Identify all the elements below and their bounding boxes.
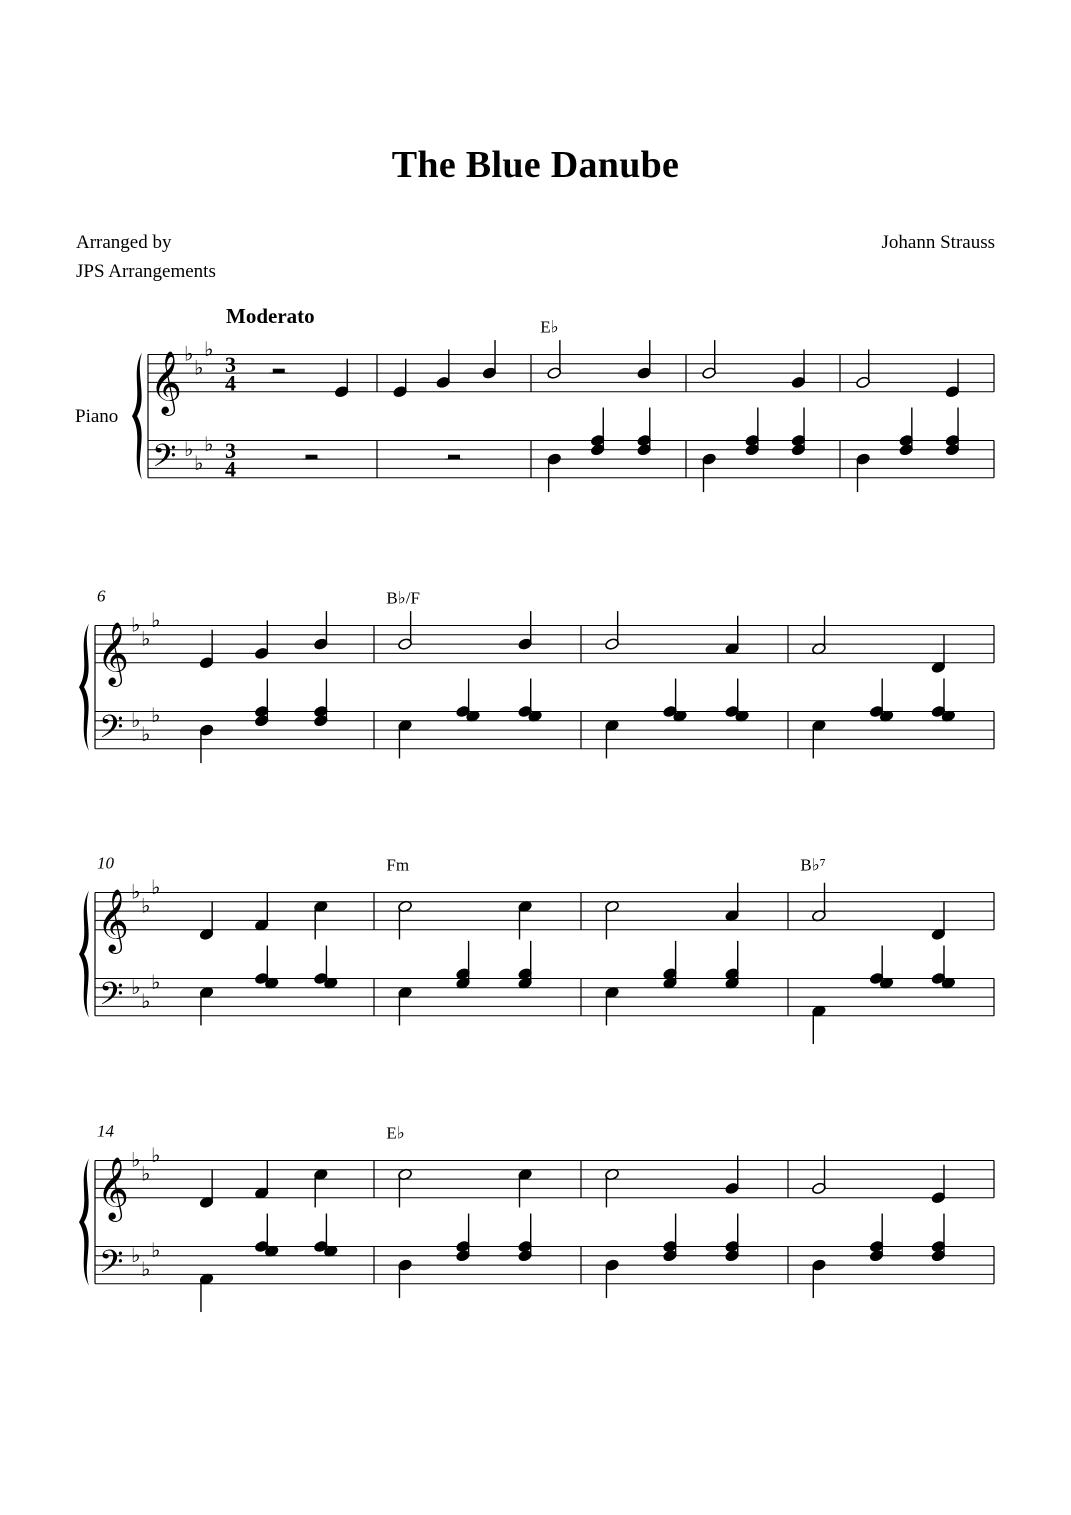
quarter-note <box>313 946 338 990</box>
system-1 <box>132 318 994 493</box>
half-note <box>605 900 620 939</box>
flat-sign-icon: ♭ <box>184 343 194 366</box>
flat-sign-icon: ♭ <box>131 709 141 732</box>
measure-12 <box>605 883 740 1026</box>
half-rest-icon <box>273 369 285 373</box>
half-note <box>398 900 413 939</box>
measure-8 <box>605 611 750 758</box>
quarter-note <box>199 1273 214 1312</box>
bass-clef-icon: 𝄢 <box>99 710 124 753</box>
treble-clef-icon: 𝄞 <box>150 352 182 413</box>
quarter-note <box>254 892 269 931</box>
quarter-note <box>931 634 946 673</box>
measure-15 <box>386 1124 532 1299</box>
quarter-note <box>605 1259 620 1298</box>
quarter-note <box>605 719 620 758</box>
instrument-name: Piano <box>75 406 119 427</box>
quarter-note <box>456 1214 471 1263</box>
quarter-note <box>869 679 894 723</box>
chord-symbol: E♭ <box>386 1123 405 1143</box>
quarter-note <box>605 986 620 1025</box>
quarter-note <box>931 679 956 723</box>
measure-11 <box>386 856 532 1026</box>
quarter-note <box>199 986 214 1025</box>
system-3 <box>79 854 994 1045</box>
half-note <box>605 611 620 650</box>
flat-sign-icon: ♭ <box>141 990 151 1013</box>
quarter-note <box>869 946 894 990</box>
half-rest-icon <box>448 455 460 459</box>
quarter-note <box>725 679 750 723</box>
flat-sign-icon: ♭ <box>141 628 151 651</box>
measure-16 <box>605 1155 740 1298</box>
flat-sign-icon: ♭ <box>141 1163 151 1186</box>
flat-sign-icon: ♭ <box>151 609 161 632</box>
quarter-note <box>254 1214 279 1258</box>
measure-4 <box>702 340 806 492</box>
half-rest-icon <box>306 455 318 459</box>
measure-10 <box>199 892 338 1025</box>
quarter-note <box>725 1155 740 1194</box>
quarter-note <box>313 1168 328 1207</box>
quarter-note <box>313 611 328 650</box>
quarter-note <box>313 679 328 728</box>
brace-icon <box>132 353 142 480</box>
quarter-note <box>931 1165 946 1204</box>
quarter-note <box>791 349 806 388</box>
flat-sign-icon: ♭ <box>204 434 214 457</box>
piece-title: The Blue Danube <box>391 144 680 186</box>
quarter-note <box>393 359 408 398</box>
quarter-note <box>518 1168 533 1207</box>
chord-symbol: B♭/F <box>386 588 420 608</box>
flat-sign-icon: ♭ <box>141 723 151 746</box>
flat-sign-icon: ♭ <box>204 338 214 361</box>
quarter-note <box>811 1259 826 1298</box>
half-note <box>856 349 871 388</box>
quarter-note <box>456 941 471 990</box>
quarter-note <box>254 946 279 990</box>
time-signature-bottom: 4 <box>225 370 236 396</box>
chord-symbol: Fm <box>386 855 410 875</box>
quarter-note <box>869 1214 884 1263</box>
quarter-note <box>702 453 717 492</box>
half-note <box>702 340 717 379</box>
flat-sign-icon: ♭ <box>131 614 141 637</box>
quarter-note <box>663 1214 678 1263</box>
quarter-note <box>931 946 956 990</box>
time-signature-top: 3 <box>225 438 236 464</box>
arranger-line-1: Arranged by <box>76 232 172 253</box>
half-note <box>811 616 826 655</box>
quarter-note <box>791 408 806 457</box>
flat-sign-icon: ♭ <box>151 1144 161 1167</box>
flat-sign-icon: ♭ <box>141 895 151 918</box>
bass-clef-icon: 𝄢 <box>99 1245 124 1288</box>
chord-symbol: B♭⁷ <box>800 855 826 875</box>
quarter-note <box>398 719 413 758</box>
half-note <box>605 1168 620 1207</box>
quarter-note <box>899 408 914 457</box>
quarter-note <box>745 408 760 457</box>
chord-symbol: E♭ <box>540 317 559 337</box>
half-note <box>547 340 562 379</box>
quarter-note <box>931 1214 946 1263</box>
flat-sign-icon: ♭ <box>151 1240 161 1263</box>
treble-clef-icon: 𝄞 <box>97 1158 129 1219</box>
quarter-note <box>945 359 960 398</box>
flat-sign-icon: ♭ <box>151 972 161 995</box>
flat-sign-icon: ♭ <box>151 876 161 899</box>
measure-7 <box>386 589 542 759</box>
quarter-note <box>518 941 533 990</box>
treble-clef-icon: 𝄞 <box>97 623 129 684</box>
flat-sign-icon: ♭ <box>194 452 204 475</box>
flat-sign-icon: ♭ <box>131 881 141 904</box>
quarter-note <box>199 724 214 763</box>
flat-sign-icon: ♭ <box>131 1244 141 1267</box>
time-signature-bottom: 4 <box>225 456 236 482</box>
system-2 <box>79 587 994 764</box>
quarter-note <box>518 1214 533 1263</box>
composer-credit: Johann Strauss <box>881 232 995 253</box>
flat-sign-icon: ♭ <box>131 976 141 999</box>
quarter-note <box>254 1160 269 1199</box>
half-note <box>398 1168 413 1207</box>
measure-9 <box>811 616 955 759</box>
quarter-note <box>725 1214 740 1263</box>
quarter-note <box>398 1259 413 1298</box>
measure-3 <box>540 318 651 493</box>
half-note <box>811 883 826 922</box>
quarter-note <box>334 359 349 398</box>
measure-6 <box>199 611 328 763</box>
measure-1 <box>270 359 349 459</box>
flat-sign-icon: ♭ <box>184 438 194 461</box>
measure-2 <box>393 340 497 459</box>
quarter-note <box>811 719 826 758</box>
quarter-note <box>856 453 871 492</box>
quarter-note <box>518 611 533 650</box>
quarter-note <box>254 679 269 728</box>
quarter-note <box>313 1214 338 1258</box>
arranger-line-2: JPS Arrangements <box>76 261 216 282</box>
measure-number: 14 <box>97 1121 114 1141</box>
half-note <box>398 611 413 650</box>
quarter-note <box>199 1169 214 1208</box>
flat-sign-icon: ♭ <box>131 1149 141 1172</box>
time-signature-top: 3 <box>225 352 236 378</box>
quarter-note <box>518 679 543 723</box>
measure-5 <box>856 349 960 492</box>
quarter-note <box>518 900 533 939</box>
system-4 <box>79 1122 994 1313</box>
brace-icon <box>79 624 89 751</box>
measure-17 <box>811 1155 945 1298</box>
quarter-note <box>811 1005 826 1044</box>
bass-clef-icon: 𝄢 <box>152 439 177 482</box>
flat-sign-icon: ♭ <box>194 357 204 380</box>
quarter-note <box>931 901 946 940</box>
quarter-note <box>945 408 960 457</box>
quarter-note <box>725 616 740 655</box>
flat-sign-icon: ♭ <box>141 1258 151 1281</box>
quarter-note <box>725 941 740 990</box>
quarter-note <box>254 620 269 659</box>
measure-number: 10 <box>97 853 114 873</box>
bass-clef-icon: 𝄢 <box>99 977 124 1020</box>
quarter-note <box>398 986 413 1025</box>
half-note <box>811 1155 826 1194</box>
quarter-note <box>199 901 214 940</box>
brace-icon <box>79 891 89 1018</box>
quarter-note <box>199 630 214 669</box>
measure-number: 6 <box>97 586 106 606</box>
treble-clef-icon: 𝄞 <box>97 890 129 951</box>
quarter-note <box>436 349 451 388</box>
brace-icon <box>79 1159 89 1286</box>
quarter-note <box>663 941 678 990</box>
quarter-note <box>547 453 562 492</box>
quarter-note <box>313 900 328 939</box>
flat-sign-icon: ♭ <box>151 705 161 728</box>
quarter-note <box>482 340 497 379</box>
quarter-note <box>590 408 605 457</box>
tempo-marking: Moderato <box>226 304 315 328</box>
quarter-note <box>456 679 481 723</box>
measure-14 <box>199 1160 338 1312</box>
quarter-note <box>637 408 652 457</box>
quarter-note <box>725 883 740 922</box>
quarter-note <box>663 679 688 723</box>
quarter-note <box>637 340 652 379</box>
